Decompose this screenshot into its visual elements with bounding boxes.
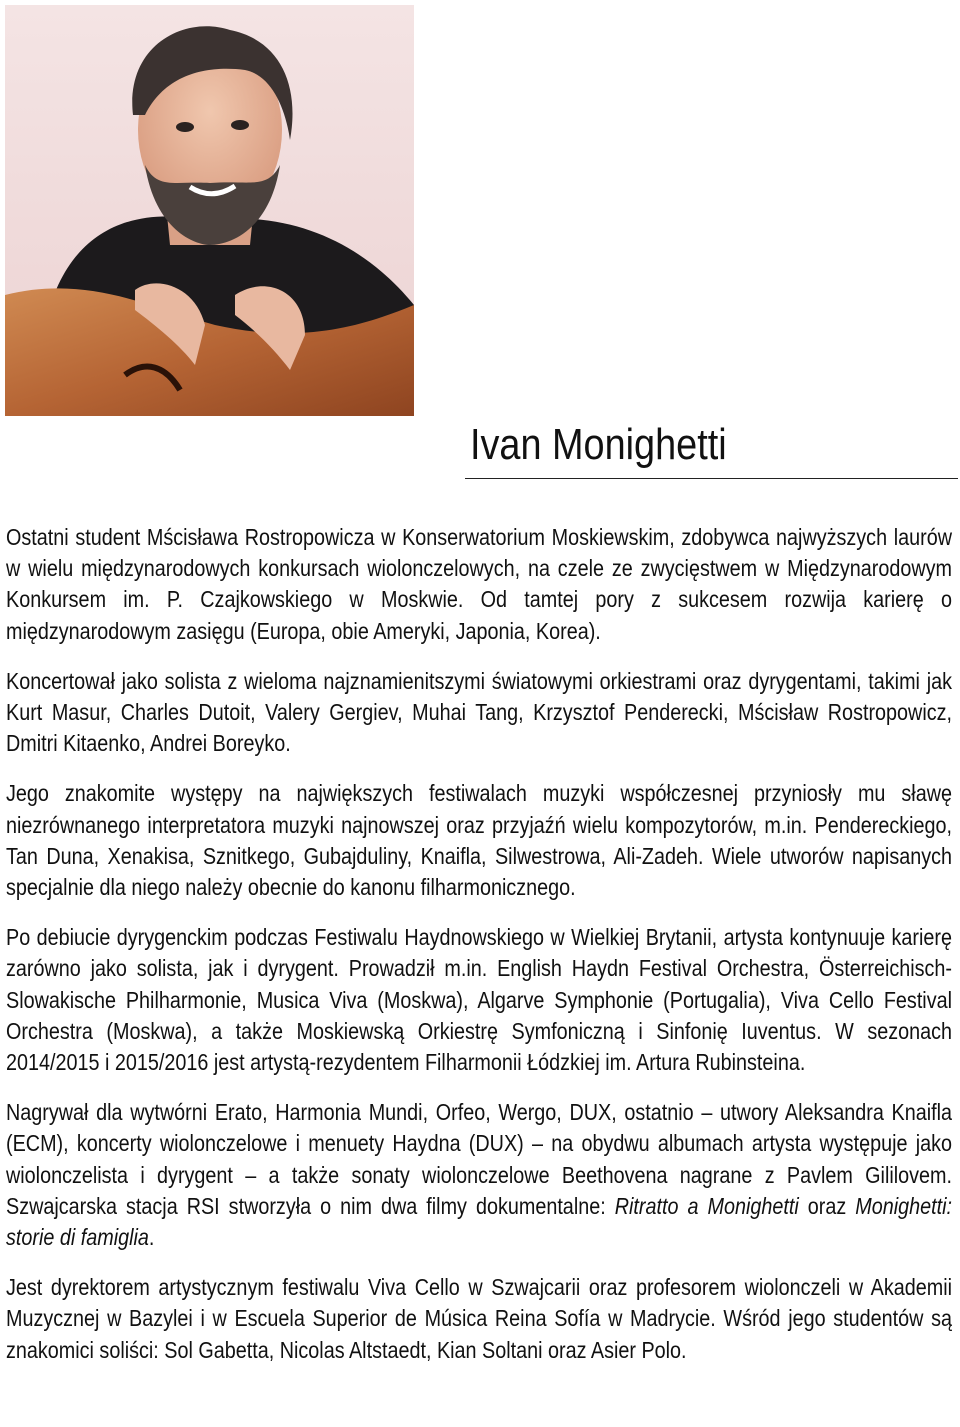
paragraph-contemporary: Jego znakomite występy na największych festiwalach muzyki współczesnej przyniosły mu sławę niezrównanego interpretatora muzyki najnowszej oraz przyjaźń wielu kompozytorów, m.in. Pendereckiego, Tan Duna, Xenakisa, Sznitkego, Gubajduliny, Knaifla, Silwestrowa, Ali-Zadeh. Wiele utworów napisanych specjalnie dla niego należy obecnie do kanonu filharmonicznego. [6, 780, 952, 901]
paragraph-recordings [6, 1097, 952, 1253]
portrait-photo [5, 5, 414, 416]
paragraph-intro: Ostatni student Mścisława Rostropowicza w Konserwatorium Moskiewskim, zdobywca najwyższych laurów w wielu międzynarodowych konkursach wiolonczelowych, na czele ze zwycięstwem w Międzynarodowym Konkursem im. P. Czajkowskiego w Moskwie. Od tamtej pory z sukcesem rozwija karierę o międzynarodowym zasięgu (Europa, obie Ameryki, Japonia, Korea). [6, 524, 952, 644]
paragraph-conductor: Po debiucie dyrygenckim podczas Festiwalu Haydnowskiego w Wielkiej Brytanii, artysta kontynuuje karierę zarówno jako solista, jak i dyrygent. Prowadził m.in. English Haydn Festival Orchestra, Österreichisch-Slowakische Philharmonie, Musica Viva (Moskwa), Algarve Symphonie (Portugalia), Viva Cello Festival Orchestra (Moskwa), a także Moskiewską Orkiestrę Symfoniczną i Sinfonię Iuventus. W sezonach 2014/2015 i 2015/2016 jest artystą-rezydentem Filharmonii Łódzkiej im. Artura Rubinsteina. [6, 924, 952, 1076]
portrait-illustration [5, 5, 414, 416]
page-title: Ivan Monighetti [470, 420, 727, 469]
paragraph-teaching: Jest dyrektorem artystycznym festiwalu Viva Cello w Szwajcarii oraz profesorem wiolonczeli w Akademii Muzycznej w Bazylei i w Escuela Superior de Música Reina Sofía w Madrycie. Wśród jego studentów są znakomici soliści: Sol Gabetta, Nicolas Altstaedt, Kian Soltani oraz Asier Polo. [6, 1274, 952, 1363]
recordings-end: . [148, 1224, 155, 1251]
film-title-2: Monighetti: storie di famiglia [6, 1192, 952, 1251]
title-underline [465, 478, 958, 479]
paragraph-soloist: Koncertował jako solista z wieloma najznamienitszymi światowymi orkiestrami oraz dyrygentami, takimi jak Kurt Masur, Charles Dutoit, Valery Gergiev, Muhai Tang, Krzysztof Penderecki, Mścisław Rostropowicz, Dmitri Kitaenko, Andrei Boreyko. [6, 667, 952, 757]
film-title-1: Ritratto a Monighetti [614, 1192, 799, 1219]
biography-text [6, 522, 952, 1385]
recordings-text: Nagrywał dla wytwórni Erato, Harmonia Mundi, Orfeo, Wergo, DUX, ostatnio – utwory Aleksandra Knaifla (ECM), koncerty wiolonczelowe i menuety Haydna (DUX) – na obydwu albumach artysta występuje jako wiolonczelista i dyrygent – a także sonaty wiolonczelowe Beethovena nagrane z Pavlem Gililovem. Szwajcarska stacja RSI stworzyła o nim dwa filmy dokumentalne: [6, 1099, 952, 1219]
recordings-conjunction: oraz [798, 1192, 856, 1219]
